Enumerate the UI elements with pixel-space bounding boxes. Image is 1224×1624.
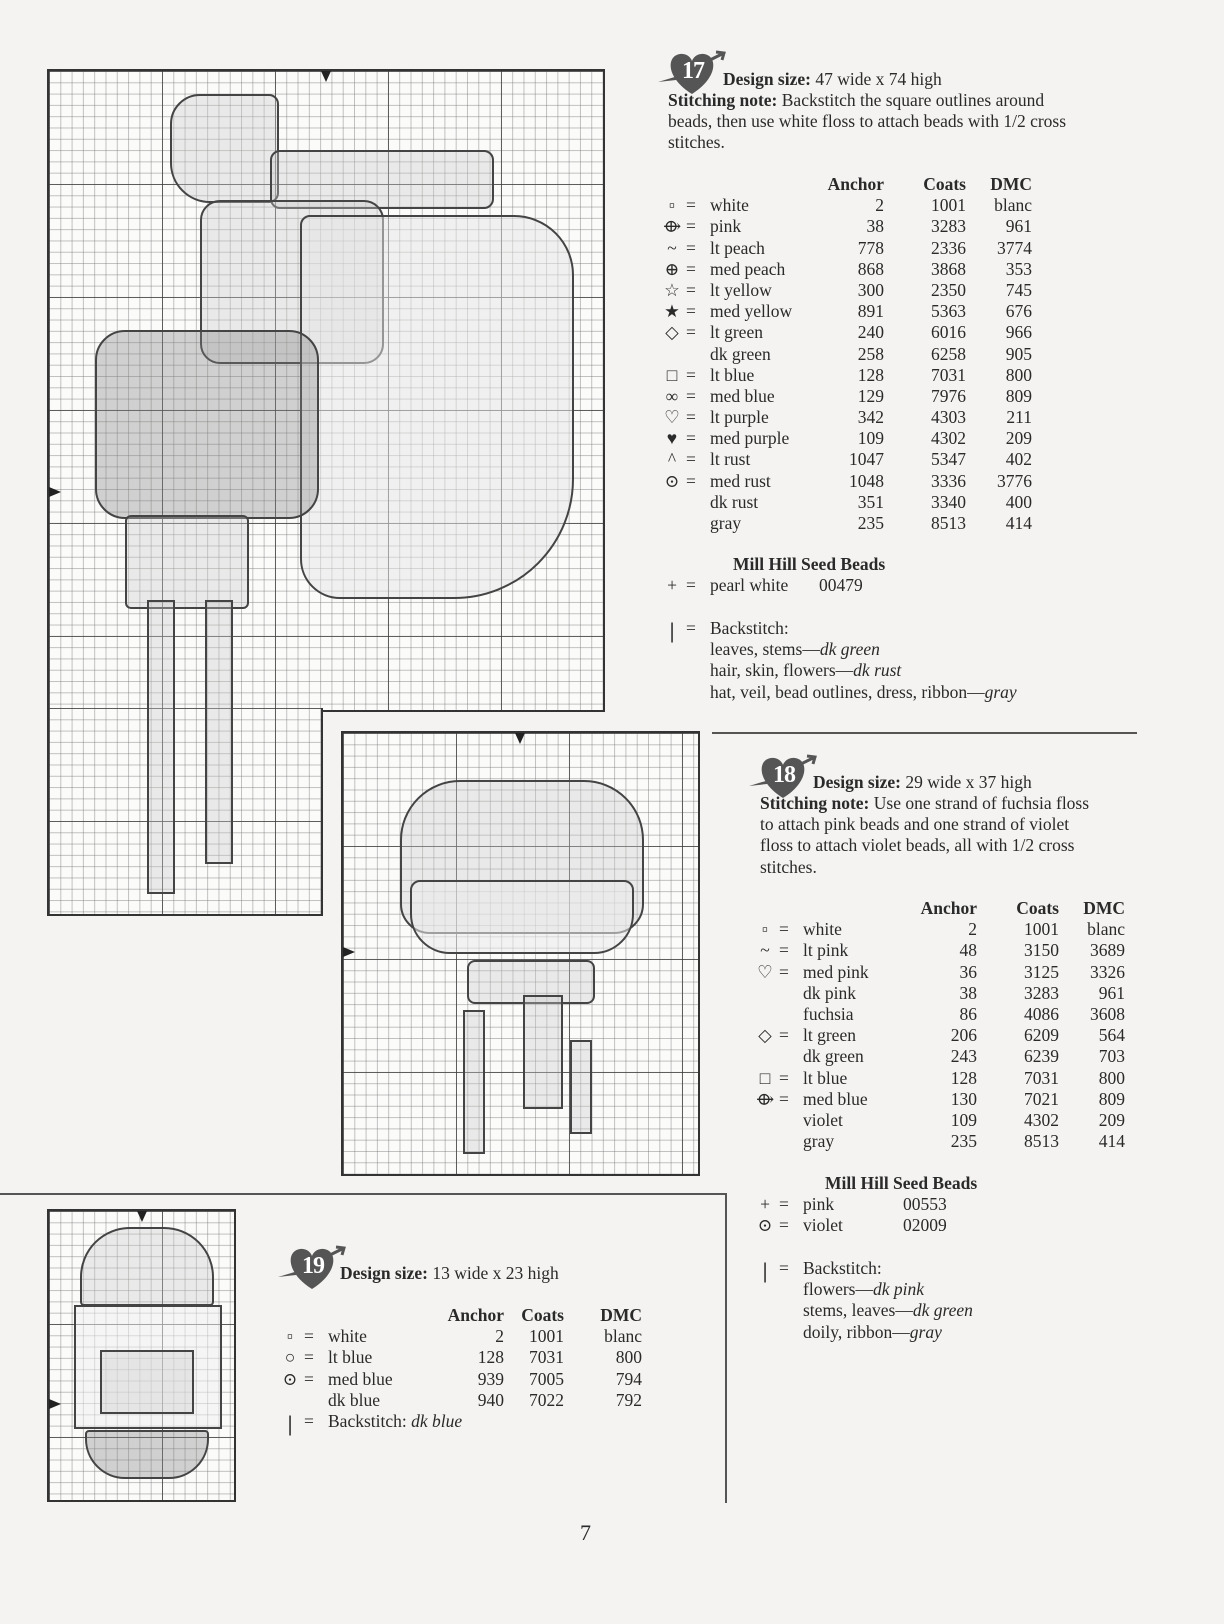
chart-17-hat-shape	[170, 94, 279, 203]
design-17-stitching-note: Stitching note: Backstitch the square outlines around beads, then use white floss to attach beads with 1/2 cross stitches.	[668, 90, 1067, 153]
anchor-number: 243	[950, 1046, 977, 1067]
anchor-number: 109	[857, 428, 884, 449]
filled-star-symbol-icon: ★	[664, 301, 680, 322]
chart-17-stem-left	[147, 600, 175, 894]
outline-star-symbol-icon: ☆	[664, 279, 680, 300]
color-name: lt purple	[710, 407, 769, 428]
dmc-number: 3326	[1090, 961, 1125, 982]
color-key-row: ~ = lt pink 48 3150 3689	[755, 940, 1135, 961]
coats-number: 5347	[931, 449, 966, 470]
coats-number: 7021	[1024, 1088, 1059, 1109]
anchor-number: 128	[857, 364, 884, 385]
color-name: lt pink	[803, 940, 849, 961]
plus-symbol-icon: +	[760, 1194, 770, 1214]
color-key-row	[755, 1004, 1135, 1025]
color-key-row: ♡ = med pink 36 3125 3326	[755, 962, 1135, 983]
bead-name: pearl white	[710, 575, 789, 595]
coats-number: 8513	[931, 513, 966, 533]
design-17-badge	[656, 48, 726, 96]
coats-number: 6016	[931, 322, 966, 343]
color-key-row	[662, 492, 1042, 513]
color-name: gray	[710, 513, 742, 533]
design-18-beads-key	[755, 1194, 1055, 1236]
dmc-number: 800	[1005, 364, 1032, 385]
dmc-number: 3608	[1090, 1003, 1125, 1024]
color-key-row: ♥ = med purple 109 4302 209	[662, 428, 1042, 449]
coats-number: 5363	[931, 301, 966, 322]
infinity-symbol-icon: ∞	[665, 385, 679, 406]
coats-number: 6258	[931, 343, 966, 364]
tilde-symbol-icon: ~	[760, 940, 770, 961]
backstitch-line-icon: |	[287, 1411, 293, 1436]
coats-number: 7022	[529, 1389, 564, 1410]
coats-number: 3283	[931, 216, 966, 237]
chart-17-veil	[300, 215, 574, 599]
dmc-number: 209	[1005, 428, 1032, 449]
chart-17-ribbon	[125, 515, 249, 609]
small-square-symbol-icon: ▫	[668, 195, 676, 216]
center-marker-left-icon	[49, 1399, 61, 1409]
bead-name: pink	[803, 1194, 835, 1214]
color-key-row: □ = lt blue 128 7031 800	[755, 1068, 1135, 1089]
anchor-number: 891	[857, 301, 884, 322]
coats-number: 3283	[1024, 982, 1059, 1003]
color-name: dk green	[803, 1046, 864, 1067]
coats-number: 3336	[931, 470, 966, 491]
color-name: fuchsia	[803, 1003, 854, 1024]
coats-number: 7005	[529, 1368, 564, 1389]
chart-19-cake	[100, 1350, 194, 1414]
coats-number: 3150	[1024, 940, 1059, 961]
chart-18-ribbon-tail-right	[570, 1040, 592, 1134]
design-18-stitching-note: Stitching note: Use one strand of fuchsia floss to attach pink beads and one strand of violet floss to attach violet beads, all with 1/2 cross stitches.	[760, 793, 1090, 877]
anchor-number: 258	[857, 343, 884, 364]
color-key-row: ∞ = med blue 129 7976 809	[662, 386, 1042, 407]
bead-name: violet	[803, 1215, 843, 1236]
diamond-symbol-icon: ◇	[758, 1025, 772, 1046]
dmc-number: 3776	[997, 470, 1032, 491]
dmc-number: blanc	[604, 1326, 642, 1347]
design-17-size: Design size: 47 wide x 74 high	[723, 69, 942, 89]
anchor-number: 48	[959, 940, 977, 961]
coats-number: 7031	[1024, 1067, 1059, 1088]
column-header: DMC	[1083, 898, 1125, 918]
column-header: DMC	[600, 1305, 642, 1325]
center-marker-left-icon	[49, 487, 61, 497]
design-18-backstitch: | = Backstitch: flowers—dk pink stems, leaves—dk green doily, ribbon—gray	[755, 1258, 1155, 1343]
design-17-beads-key	[662, 575, 962, 596]
coats-number: 1001	[1024, 919, 1059, 940]
coats-number: 3340	[931, 491, 966, 512]
plus-symbol-icon: +	[667, 575, 677, 595]
color-key-row	[662, 513, 1042, 534]
dmc-number: 676	[1005, 301, 1032, 322]
color-key-row: ○ = lt blue 128 7031 800	[280, 1347, 660, 1368]
color-name: med yellow	[710, 301, 793, 322]
dmc-number: 211	[1006, 407, 1032, 428]
anchor-number: 128	[477, 1347, 504, 1368]
dot-circle-symbol-icon: ⊙	[282, 1368, 298, 1389]
anchor-number: 38	[866, 216, 884, 237]
design-19-size: Design size: 13 wide x 23 high	[340, 1263, 559, 1283]
color-name: white	[803, 919, 842, 940]
chart-19-heart-base	[85, 1430, 209, 1479]
color-name: lt green	[803, 1025, 856, 1046]
anchor-number: 940	[477, 1389, 504, 1410]
coats-number: 7031	[931, 364, 966, 385]
anchor-number: 351	[857, 491, 884, 512]
coats-number: 4086	[1024, 1003, 1059, 1024]
anchor-number: 300	[857, 279, 884, 300]
color-key-row: ^ = lt rust 1047 5347 402	[662, 449, 1042, 470]
color-name: med blue	[328, 1368, 393, 1389]
anchor-number: 342	[857, 407, 884, 428]
anchor-number: 86	[959, 1003, 977, 1024]
design-number: 19	[302, 1253, 324, 1279]
color-name: lt rust	[710, 449, 751, 470]
dmc-number: 745	[1005, 279, 1032, 300]
coats-number: 1001	[529, 1326, 564, 1347]
backstitch-line-icon: |	[762, 1258, 768, 1283]
anchor-number: 129	[857, 385, 884, 406]
bead-code: 02009	[903, 1215, 947, 1236]
coats-number: 4303	[931, 407, 966, 428]
design-18-beads-title: Mill Hill Seed Beads	[825, 1173, 978, 1193]
dot-circle-symbol-icon: ⊙	[757, 1215, 773, 1236]
anchor-number: 240	[857, 322, 884, 343]
outline-heart-symbol-icon: ♡	[664, 407, 680, 428]
design-19-backstitch: | = Backstitch: dk blue	[280, 1411, 580, 1432]
bead-key-row: + = pearl white 00479	[662, 575, 962, 596]
dmc-number: 414	[1098, 1131, 1125, 1152]
design-17-backstitch: | = Backstitch: leaves, stems—dk green hair, skin, flowers—dk rust hat, veil, bead outlines, dress, ribbon—gray	[662, 618, 1122, 703]
color-name: lt blue	[328, 1347, 373, 1368]
tilde-symbol-icon: ~	[667, 237, 677, 258]
chart-17-stem-right	[205, 600, 233, 864]
color-key-row: ⊕ = med peach 868 3868 353	[662, 259, 1042, 280]
color-name: med blue	[710, 385, 775, 406]
design-19-color-key	[280, 1305, 660, 1411]
color-key-row	[755, 1110, 1135, 1131]
anchor-number: 939	[477, 1368, 504, 1389]
circle-symbol-icon: ○	[284, 1347, 296, 1368]
design-17-color-key	[662, 174, 1042, 534]
anchor-number: 235	[950, 1131, 977, 1152]
column-header: Coats	[923, 174, 966, 194]
dot-circle-symbol-icon: ⊙	[664, 470, 680, 491]
anchor-number: 1047	[849, 449, 884, 470]
dmc-number: 209	[1098, 1109, 1125, 1130]
dmc-number: 961	[1005, 216, 1032, 237]
small-square-symbol-icon: ▫	[286, 1326, 294, 1347]
divider-horizontal-right	[712, 732, 1137, 734]
design-number: 18	[773, 762, 795, 788]
chart-18-doily	[410, 880, 634, 954]
color-key-row: ~ = lt peach 778 2336 3774	[662, 238, 1042, 259]
bead-code: 00479	[819, 575, 863, 595]
anchor-number: 2	[495, 1326, 504, 1347]
square-symbol-icon: □	[759, 1067, 771, 1088]
color-key-row: ⟴ = med blue 130 7021 809	[755, 1088, 1125, 1109]
color-key-row: ▫ = white 2 1001 blanc	[755, 919, 1135, 940]
color-name: gray	[803, 1131, 835, 1152]
anchor-number: 206	[950, 1025, 977, 1046]
color-name: pink	[710, 216, 742, 237]
key-header-row	[280, 1305, 660, 1326]
dmc-number: 961	[1098, 982, 1125, 1003]
color-name: lt blue	[803, 1067, 848, 1088]
color-key-row: □ = lt blue 128 7031 800	[662, 365, 1042, 386]
anchor-number: 109	[950, 1109, 977, 1130]
color-key-row: ☆ = lt yellow 300 2350 745	[662, 280, 1042, 301]
square-symbol-icon: □	[666, 364, 678, 385]
anchor-number: 235	[857, 513, 884, 533]
dmc-number: 703	[1098, 1046, 1125, 1067]
key-header-row	[662, 174, 1042, 195]
color-key-row: ⊙ = med rust 1048 3336 3776	[662, 471, 1042, 492]
color-key-row: ◇ = lt green 206 6209 564	[755, 1025, 1135, 1046]
dmc-number: blanc	[1087, 919, 1125, 940]
color-key-row: ⊙ = med blue 939 7005 794	[280, 1369, 660, 1390]
filled-heart-symbol-icon: ♥	[666, 428, 678, 449]
page-number: 7	[580, 1520, 591, 1545]
dmc-number: 966	[1005, 322, 1032, 343]
anchor-number: 778	[857, 237, 884, 258]
dmc-number: 800	[615, 1347, 642, 1368]
dmc-number: 3689	[1090, 940, 1125, 961]
dmc-number: 3774	[997, 237, 1032, 258]
coats-number: 7031	[529, 1347, 564, 1368]
color-key-row: ▫ = white 2 1001 blanc	[280, 1326, 660, 1347]
dmc-number: 400	[1005, 491, 1032, 512]
anchor-number: 130	[950, 1088, 977, 1109]
coats-number: 8513	[1024, 1131, 1059, 1152]
column-header: DMC	[990, 174, 1032, 194]
color-name: lt yellow	[710, 279, 772, 300]
anchor-number: 868	[857, 258, 884, 279]
column-header: Anchor	[827, 174, 884, 194]
color-name: white	[328, 1326, 367, 1347]
chart-17-bouquet	[95, 330, 319, 519]
design-19-badge	[276, 1243, 346, 1291]
column-header: Anchor	[447, 1305, 504, 1325]
color-name: dk blue	[328, 1389, 381, 1410]
column-header: Anchor	[920, 898, 977, 918]
backstitch-line-icon: |	[669, 618, 675, 643]
color-name: dk rust	[710, 491, 759, 512]
color-name: med blue	[803, 1088, 868, 1109]
color-name: med pink	[803, 961, 869, 982]
coats-number: 6239	[1024, 1046, 1059, 1067]
dmc-number: 794	[615, 1368, 642, 1389]
column-header: Coats	[1016, 898, 1059, 918]
chart-18-ribbon-tail-left	[463, 1010, 485, 1154]
color-key-row	[755, 983, 1135, 1004]
color-key-row	[280, 1390, 660, 1411]
color-key-row: ◇ = lt green 240 6016 966	[662, 322, 1042, 343]
dmc-number: 414	[1005, 513, 1032, 533]
center-marker-top-icon	[321, 71, 331, 82]
bead-key-row: + = pink 00553	[755, 1194, 1055, 1215]
color-name: white	[710, 195, 749, 216]
dmc-number: blanc	[994, 195, 1032, 216]
center-marker-top-icon	[515, 733, 525, 744]
color-name: med peach	[710, 258, 786, 279]
color-key-row	[755, 1131, 1135, 1152]
color-name: med purple	[710, 428, 790, 449]
coats-number: 2350	[931, 279, 966, 300]
color-name: med rust	[710, 470, 771, 491]
coats-number: 3868	[931, 258, 966, 279]
dmc-number: 809	[1005, 385, 1032, 406]
anchor-number: 36	[959, 961, 977, 982]
coats-number: 4302	[1024, 1109, 1059, 1130]
design-18-color-key	[755, 898, 1135, 1152]
anchor-number: 2	[968, 919, 977, 940]
color-key-row: ⟴ = pink 38 3283 961	[662, 216, 1032, 237]
divider-vertical-bottom	[725, 1193, 727, 1503]
anchor-number: 1048	[849, 470, 884, 491]
chart-17-grid-lower	[47, 708, 323, 916]
dmc-number: 564	[1098, 1025, 1125, 1046]
small-square-symbol-icon: ▫	[761, 919, 769, 940]
column-header: Coats	[521, 1305, 564, 1325]
dmc-number: 809	[1098, 1088, 1125, 1109]
bead-key-row: ⊙ = violet 02009	[755, 1215, 1055, 1236]
color-name: dk green	[710, 343, 771, 364]
center-marker-top-icon	[137, 1211, 147, 1222]
anchor-number: 2	[875, 195, 884, 216]
bead-code: 00553	[903, 1194, 947, 1214]
coats-number: 6209	[1024, 1025, 1059, 1046]
caret-symbol-icon: ^	[667, 449, 677, 470]
diamond-symbol-icon: ◇	[665, 322, 679, 343]
dmc-number: 353	[1005, 258, 1032, 279]
key-header-row	[755, 898, 1135, 919]
coats-number: 2336	[931, 237, 966, 258]
center-marker-left-icon	[343, 947, 355, 957]
color-key-row	[662, 344, 1042, 365]
chart-19-arch-top	[80, 1227, 214, 1306]
color-key-row: ♡ = lt purple 342 4303 211	[662, 407, 1042, 428]
color-name: lt blue	[710, 364, 755, 385]
arrow-bead-symbol-icon: ⟴	[662, 216, 682, 237]
dmc-number: 792	[615, 1389, 642, 1410]
color-name: lt green	[710, 322, 763, 343]
outline-heart-symbol-icon: ♡	[757, 961, 773, 982]
anchor-number: 128	[950, 1067, 977, 1088]
coats-number: 7976	[931, 385, 966, 406]
color-key-row: ▫ = white 2 1001 blanc	[662, 195, 1042, 216]
dmc-number: 402	[1005, 449, 1032, 470]
coats-number: 3125	[1024, 961, 1059, 982]
color-key-row	[755, 1046, 1135, 1067]
design-18-size: Design size: 29 wide x 37 high	[813, 772, 1032, 792]
color-name: violet	[803, 1109, 843, 1130]
chart-18-stems	[523, 995, 563, 1109]
design-17-beads-title: Mill Hill Seed Beads	[733, 554, 886, 574]
arrow-bead-symbol-icon: ⟴	[755, 1088, 775, 1109]
dmc-number: 905	[1005, 343, 1032, 364]
anchor-number: 38	[959, 982, 977, 1003]
dmc-number: 800	[1098, 1067, 1125, 1088]
color-name: lt peach	[710, 237, 765, 258]
coats-number: 1001	[931, 195, 966, 216]
color-key-row: ★ = med yellow 891 5363 676	[662, 301, 1042, 322]
color-name: dk pink	[803, 982, 856, 1003]
design-number: 17	[682, 58, 704, 84]
circle-plus-symbol-icon: ⊕	[664, 258, 680, 279]
coats-number: 4302	[931, 428, 966, 449]
divider-horizontal-bottom	[0, 1193, 727, 1195]
